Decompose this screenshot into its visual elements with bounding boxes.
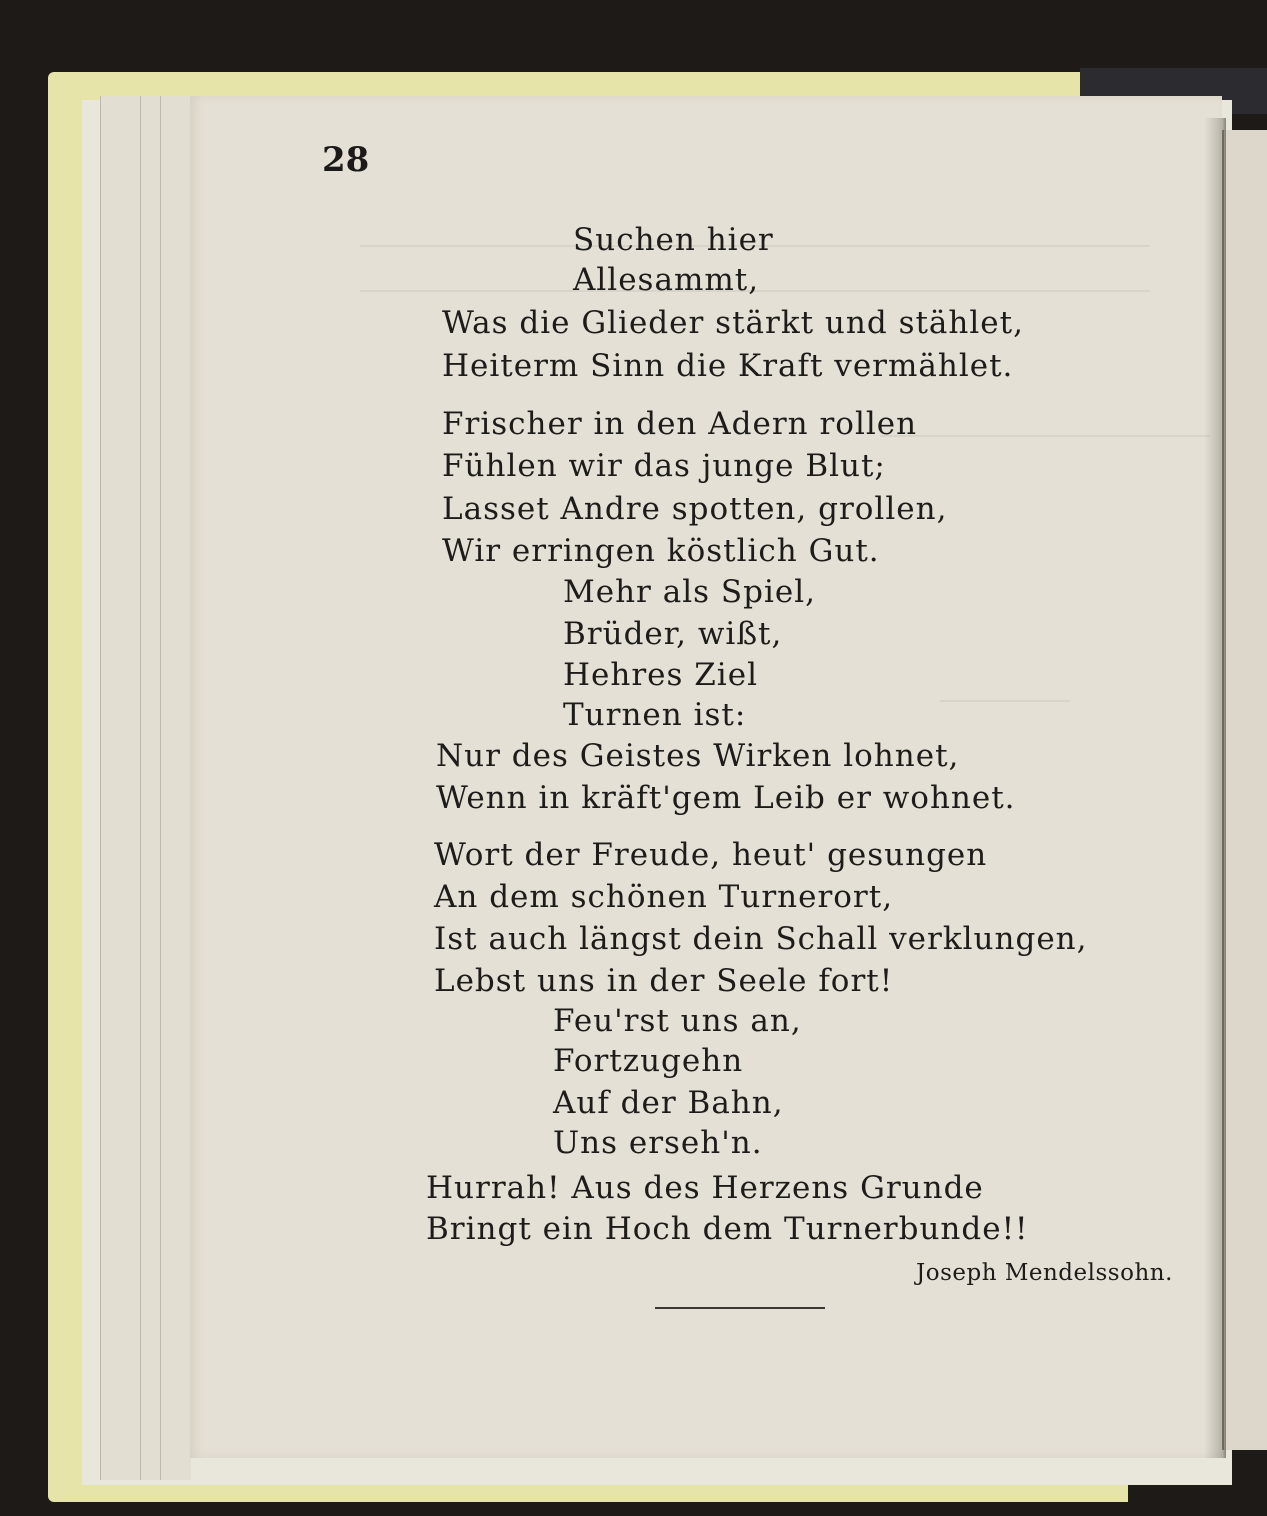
poem-line: An dem schönen Turnerort, <box>434 879 894 915</box>
poem-line: Nur des Geistes Wirken lohnet, <box>436 738 960 774</box>
author-signature: Joseph Mendelssohn. <box>916 1260 1173 1286</box>
poem-line: Hehres Ziel <box>563 657 758 693</box>
poem-line: Lasset Andre spotten, grollen, <box>442 491 948 527</box>
poem-line: Uns erseh'n. <box>553 1125 763 1161</box>
poem-line: Bringt ein Hoch dem Turnerbunde!! <box>426 1211 1029 1247</box>
poem-line: Hurrah! Aus des Herzens Grunde <box>426 1170 984 1206</box>
poem-line: Wir erringen köstlich Gut. <box>442 533 880 569</box>
poem-line: Was die Glieder stärkt und stählet, <box>442 305 1024 341</box>
poem-line: Frischer in den Adern rollen <box>442 406 918 442</box>
poem-line: Auf der Bahn, <box>553 1085 784 1121</box>
poem-line: Fortzugehn <box>553 1043 744 1079</box>
poem-line: Suchen hier <box>573 222 774 258</box>
poem-line: Fühlen wir das junge Blut; <box>442 448 886 484</box>
poem-line: Feu'rst uns an, <box>553 1003 802 1039</box>
poem-line: Lebst uns in der Seele fort! <box>434 963 894 999</box>
poem-line: Wenn in kräft'gem Leib er wohnet. <box>436 780 1016 816</box>
poem-line: Turnen ist: <box>563 697 747 733</box>
page-number: 28 <box>322 140 370 180</box>
poem-line: Wort der Freude, heut' gesungen <box>434 837 988 873</box>
divider-rule <box>655 1307 825 1309</box>
poem-line: Brüder, wißt, <box>563 616 783 652</box>
poem-line: Mehr als Spiel, <box>563 574 816 610</box>
poem-line: Heiterm Sinn die Kraft vermählet. <box>442 348 1014 384</box>
poem-line: Allesammt, <box>573 262 760 298</box>
poem-line: Ist auch längst dein Schall verklungen, <box>434 921 1088 957</box>
